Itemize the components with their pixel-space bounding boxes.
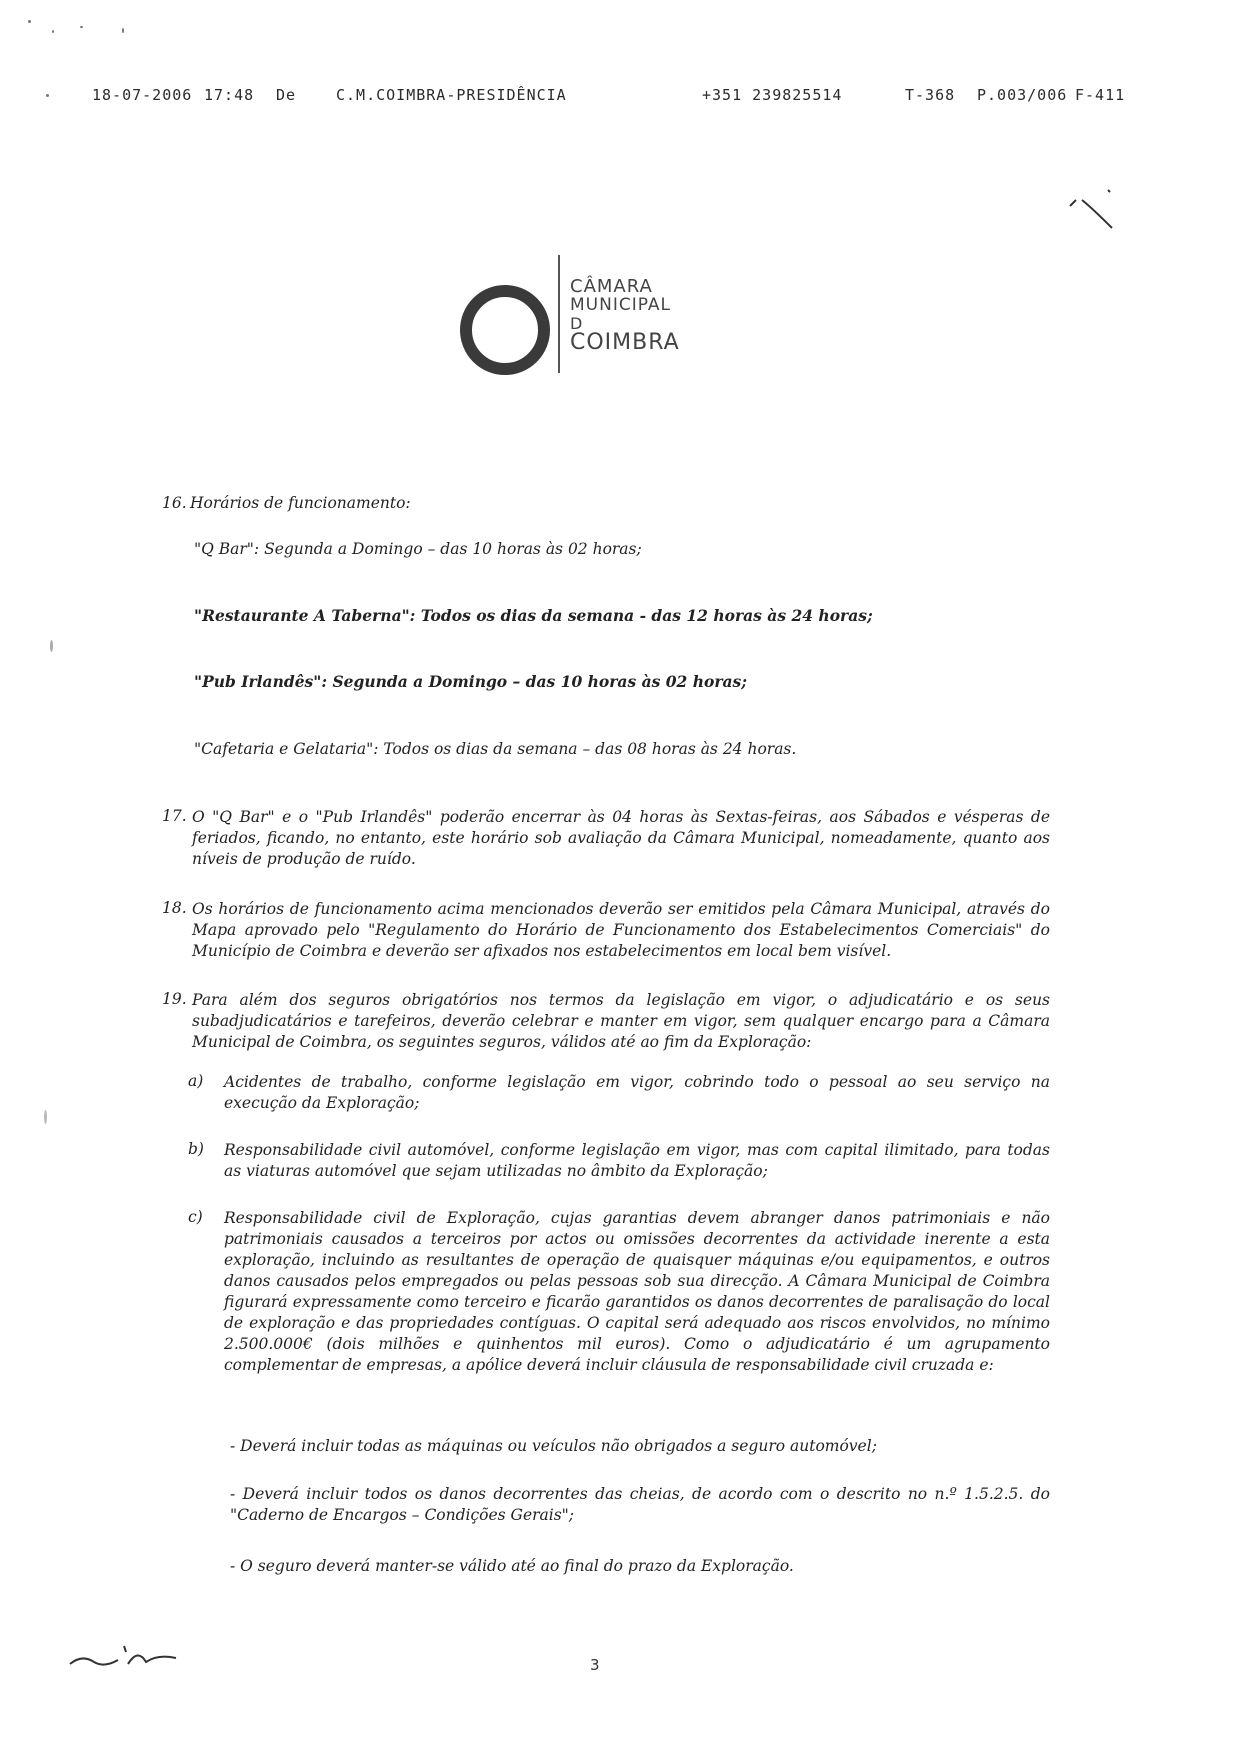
- section-17-number: 17.: [162, 807, 187, 825]
- page-number: 3: [590, 1656, 600, 1674]
- fax-t-code: T-368: [905, 86, 956, 104]
- logo-line-4: COIMBRA: [570, 330, 680, 355]
- insurance-a-letter: a): [188, 1072, 204, 1090]
- insurance-b-text: Responsabilidade civil automóvel, conforme legislação em vigor, mas com capital ilimitado, para todas as viaturas automóvel que sejam utilizadas no âmbito da Exploração;: [224, 1141, 1050, 1180]
- insurance-bullet-3: - O seguro deverá manter-se válido até ao final do prazo da Exploração.: [230, 1557, 794, 1575]
- scan-speck: [80, 26, 83, 28]
- fax-f-code: F-411: [1075, 86, 1126, 104]
- schedule-pub-irlandes: "Pub Irlandês": Segunda a Domingo – das 10 horas às 02 horas;: [194, 672, 747, 691]
- fax-from-label: De: [276, 86, 297, 104]
- fax-time: 17:48: [204, 86, 255, 104]
- section-16-number: 16.: [162, 494, 187, 512]
- insurance-a-text: Acidentes de trabalho, conforme legislação em vigor, cobrindo todo o pessoal ao seu serviço na execução da Exploração;: [224, 1073, 1050, 1112]
- schedule-restaurante-a-taberna: "Restaurante A Taberna": Todos os dias da semana - das 12 horas às 24 horas;: [194, 606, 873, 625]
- scan-speck: [122, 28, 124, 33]
- insurance-bullet-2: - Deverá incluir todos os danos decorrentes das cheias, de acordo com o descrito no n.º 1.5.2.5. do "Caderno de Encargos – Condições Gerais";: [230, 1485, 1050, 1524]
- fax-page: P.003/006: [977, 86, 1068, 104]
- logo-ring-icon: [460, 285, 550, 375]
- corner-scribble: [1068, 188, 1118, 238]
- scan-speck: [44, 1110, 47, 1124]
- logo-divider: [558, 255, 560, 373]
- logo-line-1: CÂMARA: [570, 276, 653, 297]
- fax-phone: +351 239825514: [702, 86, 843, 104]
- section-18-number: 18.: [162, 899, 187, 917]
- logo-line-2: MUNICIPAL: [570, 295, 671, 315]
- schedule-cafetaria-gelataria: "Cafetaria e Gelataria": Todos os dias da semana – das 08 horas às 24 horas.: [194, 740, 797, 758]
- fax-sender: C.M.COIMBRA-PRESIDÊNCIA: [336, 86, 567, 104]
- insurance-b-letter: b): [188, 1140, 204, 1158]
- logo-line-3: D: [570, 314, 584, 333]
- insurance-c-letter: c): [188, 1208, 203, 1226]
- scan-speck: [46, 94, 49, 97]
- section-17-text: O "Q Bar" e o "Pub Irlandês" poderão encerrar às 04 horas às Sextas-feiras, aos Sábados e vésperas de feriados, ficando, no entanto, este horário sob avaliação da Câmara Municipal, nomeadamente, quanto aos níveis de produção de ruído.: [192, 808, 1050, 868]
- section-19-text: Para além dos seguros obrigatórios nos termos da legislação em vigor, o adjudicatário e os seus subadjudicatários e tarefeiros, deverão celebrar e manter em vigor, sem qualquer encargo para a Câmara Municipal de Coimbra, os seguintes seguros, válidos até ao fim da Exploração:: [192, 991, 1050, 1051]
- section-16-title: Horários de funcionamento:: [190, 494, 411, 512]
- schedule-q-bar: "Q Bar": Segunda a Domingo – das 10 horas às 02 horas;: [194, 540, 642, 558]
- handwritten-initials: [68, 1640, 188, 1680]
- insurance-bullet-1: - Deverá incluir todas as máquinas ou veículos não obrigados a seguro automóvel;: [230, 1437, 877, 1455]
- section-19-number: 19.: [162, 990, 187, 1008]
- insurance-c-text: Responsabilidade civil de Exploração, cujas garantias devem abranger danos patrimoniais e não patrimoniais causados a terceiros por actos ou omissões decorrentes da actividade inerente a esta exploração, incluindo as resultantes de operação de quaisquer máquinas e/ou equipamentos, e outros danos causados pelos empregados ou pelas pessoas sob sua direcção. A Câmara Municipal de Coimbra figurará expressamente como terceiro e ficarão garantidos os danos decorrentes de paralisação do local de exploração e das propriedades contíguas. O capital será adequado aos riscos envolvidos, no mínimo 2.500.000€ (dois milhões e quinhentos mil euros). Como o adjudicatário é um agrupamento complementar de empresas, a apólice deverá incluir cláusula de responsabilidade civil cruzada e:: [224, 1209, 1050, 1374]
- fax-date: 18-07-2006: [92, 86, 193, 104]
- section-18-text: Os horários de funcionamento acima mencionados deverão ser emitidos pela Câmara Municipal, através do Mapa aprovado pelo "Regulamento do Horário de Funcionamento dos Estabelecimentos Comerciais" do Município de Coimbra e deverão ser afixados nos estabelecimentos em local bem visível.: [192, 900, 1050, 960]
- scan-speck: [28, 20, 31, 23]
- scan-speck: [50, 640, 53, 652]
- scan-speck: [52, 30, 54, 33]
